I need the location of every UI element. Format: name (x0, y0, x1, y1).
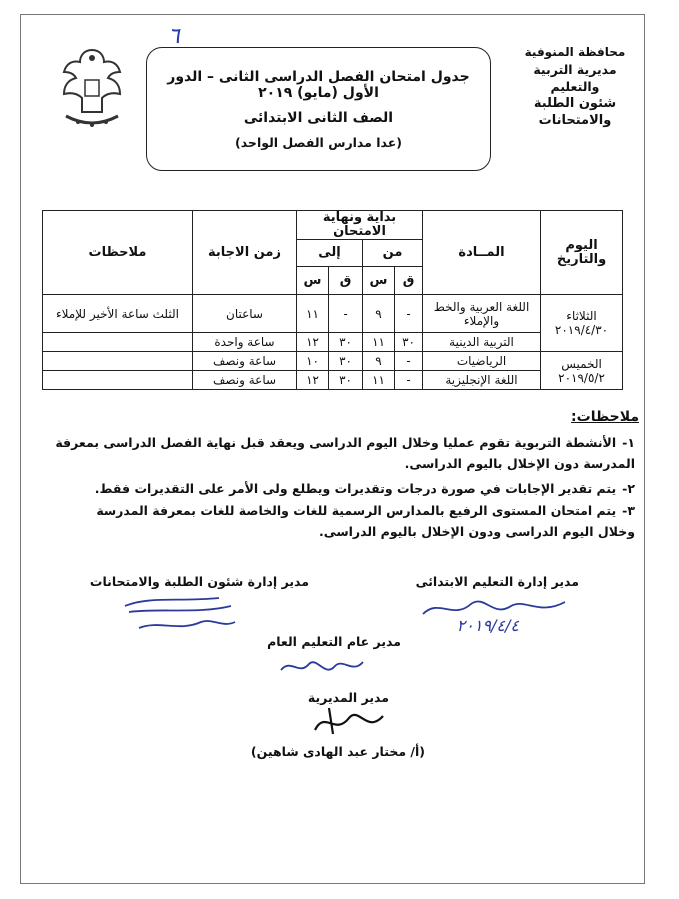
header-exam-time: بداية ونهاية الامتحان (297, 211, 423, 240)
directorate-director-name: (أ/ مختار عبد الهادى شاهين) (250, 744, 425, 759)
to-hour-cell: ١٢ (297, 333, 329, 352)
header-from-minute: ق (395, 267, 423, 295)
header-from: من (363, 240, 423, 267)
to-hour-cell: ١٠ (297, 352, 329, 371)
from-hour-cell: ١١ (363, 371, 395, 390)
note-item-3 (55, 500, 635, 542)
duration-cell: ساعة ونصف (193, 352, 297, 371)
note-item-1 (55, 432, 635, 474)
exam-title: جدول امتحان الفصل الدراسى الثانى – الدور الأول (مايو) ٢٠١٩ (167, 69, 470, 101)
header-to-hour: س (297, 267, 329, 295)
handwritten-page-number: ٦ (168, 24, 180, 49)
from-minute-cell: - (395, 352, 423, 371)
note-cell (43, 333, 193, 352)
subject-cell: اللغة الإنجليزية (423, 371, 541, 390)
day-label: الثلاثاء (566, 309, 597, 323)
header-to: إلى (297, 240, 363, 267)
subject-cell: اللغة العربية والخط والإملاء (423, 295, 541, 333)
eagle-emblem-icon (58, 42, 126, 132)
org-directorate: مديرية التربية والتعليم (533, 62, 617, 94)
note-text: يتم تقدير الإجابات في صورة درجات وتقديرات ويطلع ولى الأمر على التقديرات فقط. (94, 481, 617, 496)
date-label: ٢٠١٩/٤/٣٠ (554, 323, 609, 337)
duration-cell: ساعة ونصف (193, 371, 297, 390)
to-minute-cell: ٣٠ (329, 333, 363, 352)
duration-cell: ساعتان (193, 295, 297, 333)
table-row (43, 333, 623, 352)
from-minute-cell: - (395, 295, 423, 333)
title-box (146, 47, 491, 171)
header-notes: ملاحظات (43, 211, 193, 295)
general-director-signature (277, 652, 367, 686)
to-minute-cell: ٣٠ (329, 352, 363, 371)
to-hour-cell: ١٢ (297, 371, 329, 390)
note-cell (43, 352, 193, 371)
exam-schedule-table (42, 210, 623, 390)
table-row (43, 371, 623, 390)
to-minute-cell: ٣٠ (329, 371, 363, 390)
header-duration: زمن الاجابة (193, 211, 297, 295)
primary-director-label: مدير إدارة التعليم الابتدائى (415, 574, 579, 589)
day-date-cell (541, 295, 623, 352)
from-hour-cell: ٩ (363, 295, 395, 333)
header-from-hour: س (363, 267, 395, 295)
directorate-director-signature (309, 700, 389, 746)
header-day-date: اليوم والتاريخ (541, 211, 623, 295)
to-hour-cell: ١١ (297, 295, 329, 333)
day-label: الخميس (561, 356, 602, 371)
note-number: ١- (622, 435, 635, 450)
org-header (519, 44, 631, 129)
general-director-label: مدير عام التعليم العام (267, 634, 401, 649)
note-cell: الثلث ساعة الأخير للإملاء (43, 295, 193, 333)
from-hour-cell: ١١ (363, 333, 395, 352)
note-item-2 (55, 478, 635, 499)
from-minute-cell: ٣٠ (395, 333, 423, 352)
org-department: شئون الطلبة والامتحانات (533, 96, 617, 128)
grade-title: الصف الثانى الابتدائى (243, 110, 394, 126)
note-text: يتم امتحان المستوى الرفيع بالمدارس الرسمية للغات والخاصة للغات بمعرفة المدرسة وخلال اليوم الدراسى ودون الإخلال باليوم الدراسى. (96, 503, 635, 539)
note-number: ٣- (622, 503, 635, 518)
header-subject: المــادة (423, 211, 541, 295)
notes-title: ملاحظات: (571, 409, 639, 425)
subject-cell: الرياضيات (423, 352, 541, 371)
from-minute-cell: - (395, 371, 423, 390)
to-minute-cell: - (329, 295, 363, 333)
exclusion-note: (عدا مدارس الفصل الواحد) (235, 135, 402, 150)
handwritten-date: ٢٠١٩/٤/٤ (456, 616, 519, 635)
org-governorate: محافظة المنوفية (524, 45, 626, 59)
directorate-director-label: مدير المديرية (307, 690, 389, 705)
header-to-minute: ق (329, 267, 363, 295)
from-hour-cell: ٩ (363, 352, 395, 371)
date-label: ٢٠١٩/٥/٢ (558, 370, 605, 385)
note-cell (43, 371, 193, 390)
note-number: ٢- (622, 481, 635, 496)
students-affairs-director-label: مدير إدارة شئون الطلبة والامتحانات (89, 574, 309, 589)
table-row (43, 352, 623, 371)
note-text: الأنشطة التربوية تقوم عمليا وخلال اليوم الدراسى ويعقد قبل نهاية الفصل الدراسى بمعرفة المدرسة دون الإخلال باليوم الدراسى. (55, 435, 635, 471)
students-affairs-signature (119, 592, 239, 640)
day-date-cell (541, 352, 623, 390)
subject-cell: التربية الدينية (423, 333, 541, 352)
duration-cell: ساعة واحدة (193, 333, 297, 352)
table-row (43, 295, 623, 333)
